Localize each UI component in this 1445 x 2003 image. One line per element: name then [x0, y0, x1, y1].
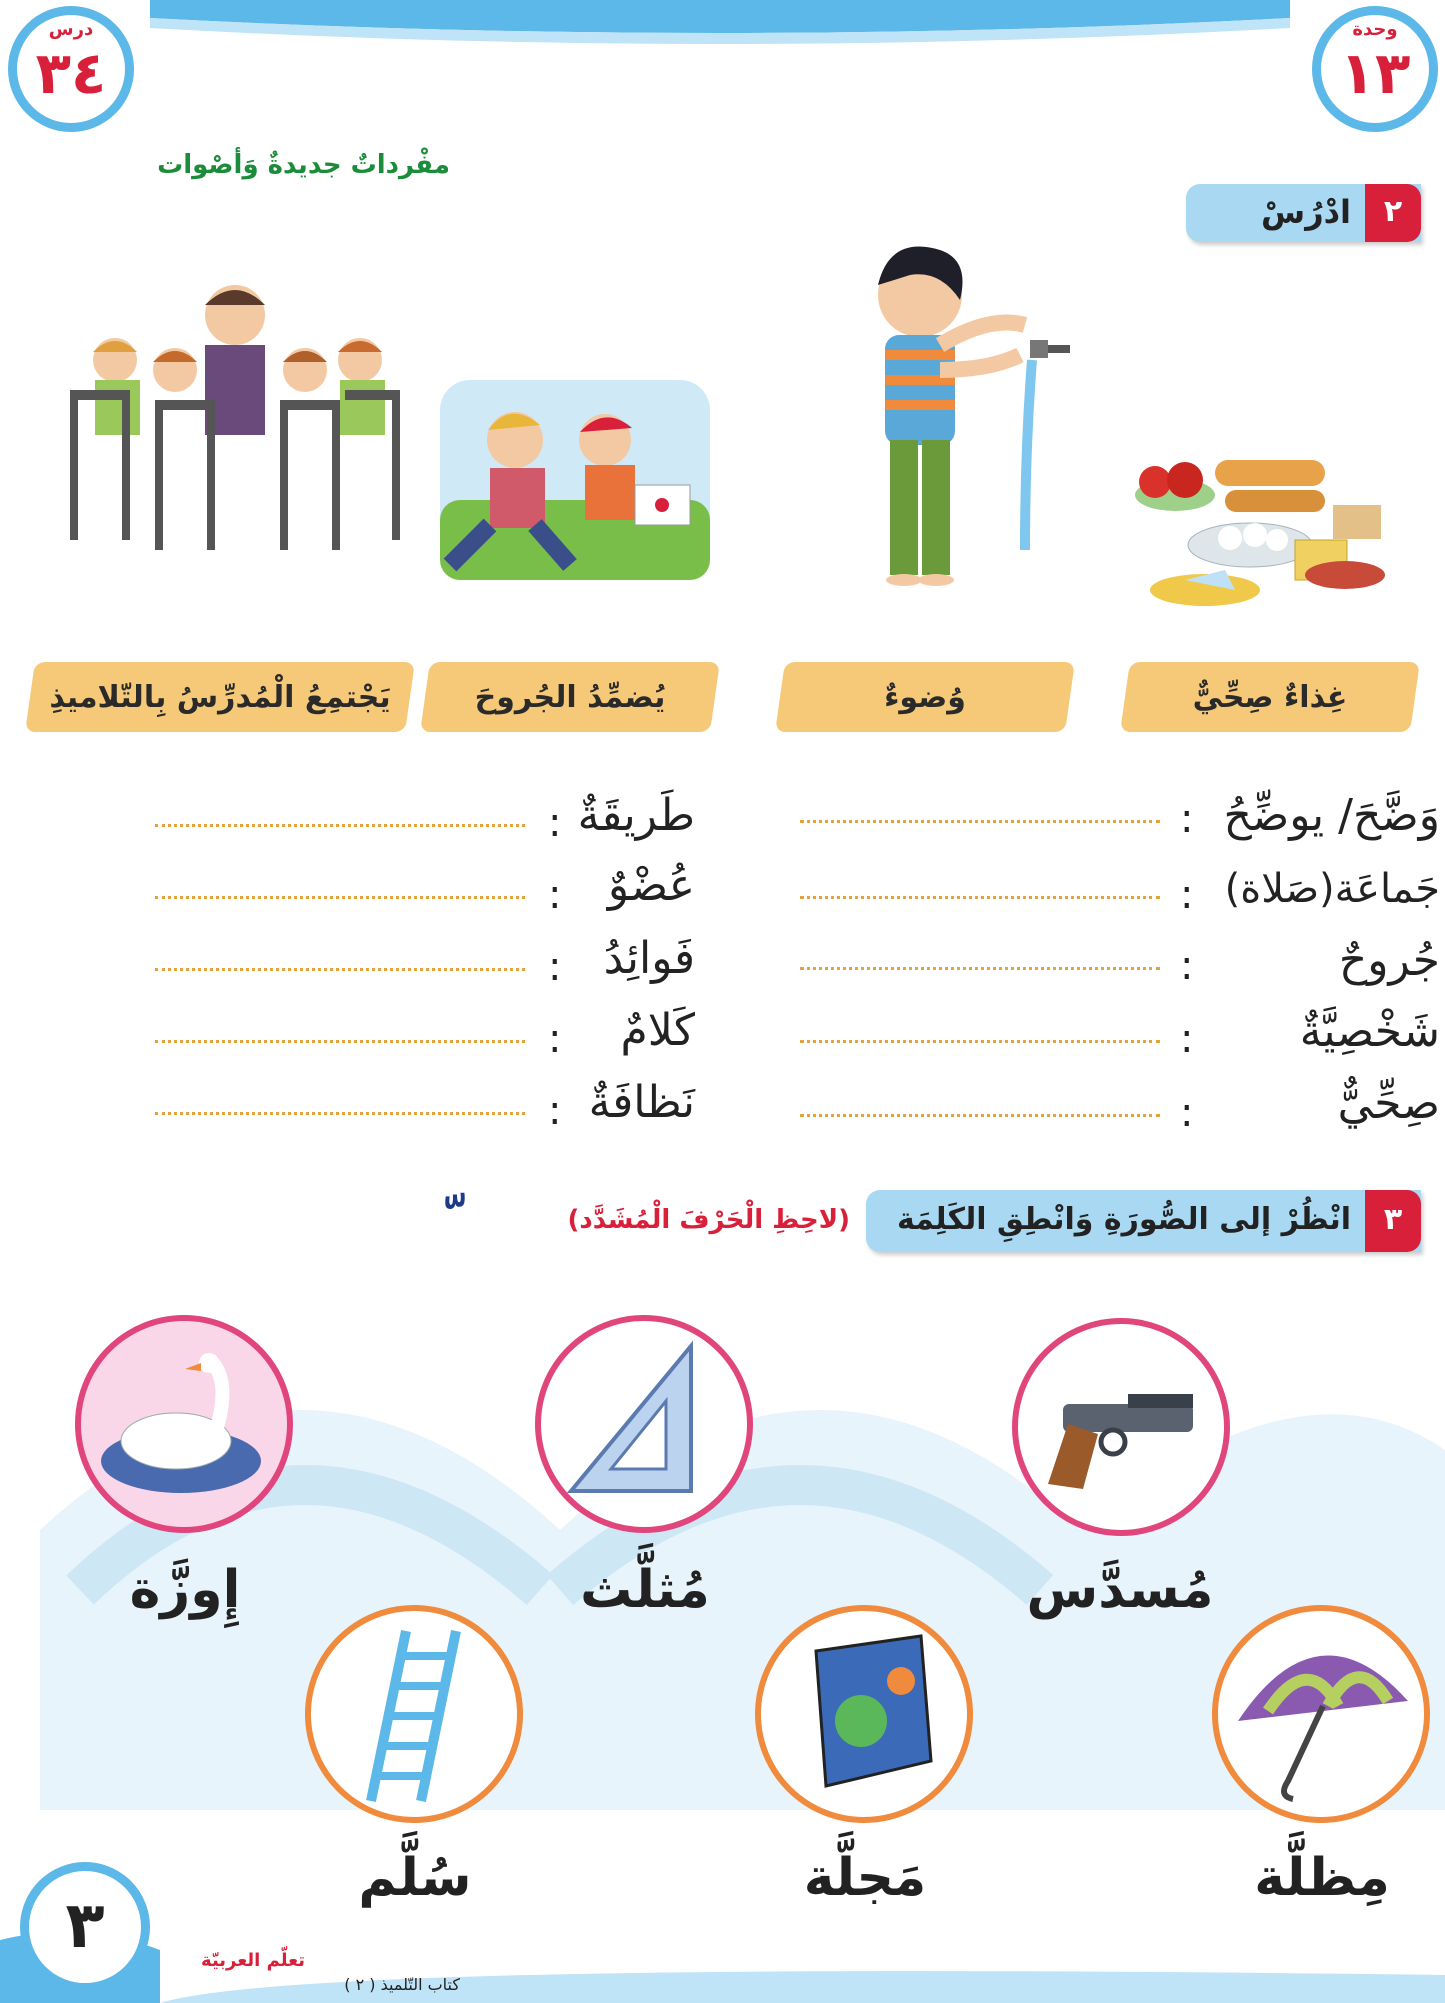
shadda-icon — [440, 1195, 480, 1255]
word-ladder: سُلَّم — [358, 1848, 472, 1908]
page-number-badge — [20, 1862, 150, 1992]
ladder-picture-circle — [305, 1605, 523, 1823]
vocab-word: فَوائِدُ — [603, 933, 695, 984]
umbrella-picture-circle — [1212, 1605, 1430, 1823]
section2-number: ٢ — [1383, 194, 1403, 229]
answer-line[interactable] — [800, 896, 1160, 899]
vocab-colon: : — [548, 1016, 562, 1062]
swan-icon — [81, 1321, 287, 1527]
answer-line[interactable] — [800, 820, 1160, 823]
word-magazine: مَجلَّة — [803, 1848, 927, 1908]
vocab-colon: : — [548, 1088, 562, 1134]
picture-label-meeting: يَجْتمِعُ الْمُدرِّسُ بِالتّلاميذِ — [49, 680, 391, 715]
magazine-picture-circle — [755, 1605, 973, 1823]
vocab-word: شَخْصِيَّةٌ — [1299, 1006, 1440, 1057]
page-number: ٣ — [65, 1889, 105, 1963]
vocab-word: صِحِّيٌّ — [1337, 1078, 1440, 1129]
healthy-food-picture — [1105, 440, 1425, 620]
word-goose: إِوزَّة — [129, 1560, 241, 1620]
goose-picture-circle — [75, 1315, 293, 1533]
vocab-colon: : — [548, 944, 562, 990]
lesson-badge — [8, 6, 134, 132]
triangle-ruler-icon — [541, 1321, 747, 1527]
word-pistol: مُسدَّس — [1026, 1560, 1214, 1620]
page-subtitle: مفْرداتٌ جديدةٌ وَأصْوات — [157, 150, 450, 180]
picture-label-ablution: وُضوءٌ — [884, 680, 966, 715]
answer-line[interactable] — [155, 1040, 525, 1043]
first-aid-picture — [440, 380, 710, 580]
section3-number: ٣ — [1383, 1202, 1403, 1237]
top-frame — [0, 0, 1445, 130]
section3-banner — [866, 1190, 1421, 1252]
section2-title: ادْرُسْ — [1261, 193, 1351, 231]
answer-line[interactable] — [155, 1112, 525, 1115]
pistol-picture-circle — [1012, 1318, 1230, 1536]
vocab-word: وَضَّحَ/ يوضِّحُ — [1223, 790, 1440, 841]
vocab-colon: : — [1180, 872, 1194, 918]
section2-banner — [1186, 184, 1421, 242]
ablution-picture — [820, 230, 1090, 600]
umbrella-icon — [1218, 1611, 1424, 1817]
vocab-colon: : — [548, 800, 562, 846]
lesson-number: ٣٤ — [35, 39, 107, 107]
answer-line[interactable] — [155, 824, 525, 827]
answer-line[interactable] — [155, 896, 525, 899]
vocab-colon: : — [1180, 1090, 1194, 1136]
picture-label-food: غِذاءٌ صِحِّيٌّ — [1192, 680, 1348, 715]
answer-line[interactable] — [800, 1040, 1160, 1043]
picture-label-first-aid: يُضمِّدُ الجُروحَ — [474, 680, 666, 715]
vocab-colon: : — [548, 872, 562, 918]
section3-title: انْظُرْ إلى الصُّورَةِ وَانْطِقِ الكَلِمَة — [896, 1202, 1351, 1237]
word-triangle: مُثلَّث — [580, 1560, 710, 1620]
vocab-word: عُضْوٌ — [607, 860, 695, 911]
unit-label: وحدة — [1352, 19, 1398, 40]
word-umbrella: مِظلَّة — [1254, 1848, 1390, 1908]
vocab-colon: : — [1180, 796, 1194, 842]
vocab-word: جَماعَة(صَلاة) — [1224, 866, 1440, 912]
ladder-icon — [311, 1611, 517, 1817]
shadda-note: (لاحِظِ الْحَرْفَ الْمُشَدَّد) — [567, 1205, 850, 1235]
answer-line[interactable] — [800, 1114, 1160, 1117]
book-title: تعلّم العربيّة — [201, 1950, 305, 1971]
vocab-colon: : — [1180, 1016, 1194, 1062]
triangle-picture-circle — [535, 1315, 753, 1533]
pistol-icon — [1018, 1324, 1224, 1530]
vocab-word: نَظافَةٌ — [588, 1077, 695, 1128]
teacher-meeting-picture — [60, 270, 410, 560]
vocab-colon: : — [1180, 943, 1194, 989]
book-subtitle: كتاب التّلميذ ( ٢ ) — [344, 1975, 460, 1994]
answer-line[interactable] — [800, 967, 1160, 970]
lesson-label: درس — [48, 19, 94, 40]
vocab-word: جُروحٌ — [1338, 935, 1440, 986]
magazine-icon — [761, 1611, 967, 1817]
unit-badge — [1312, 6, 1438, 132]
unit-number: ١٣ — [1339, 39, 1411, 107]
vocab-word: طَريقَةٌ — [577, 790, 695, 841]
vocab-word: كَلامٌ — [620, 1005, 695, 1056]
answer-line[interactable] — [155, 968, 525, 971]
